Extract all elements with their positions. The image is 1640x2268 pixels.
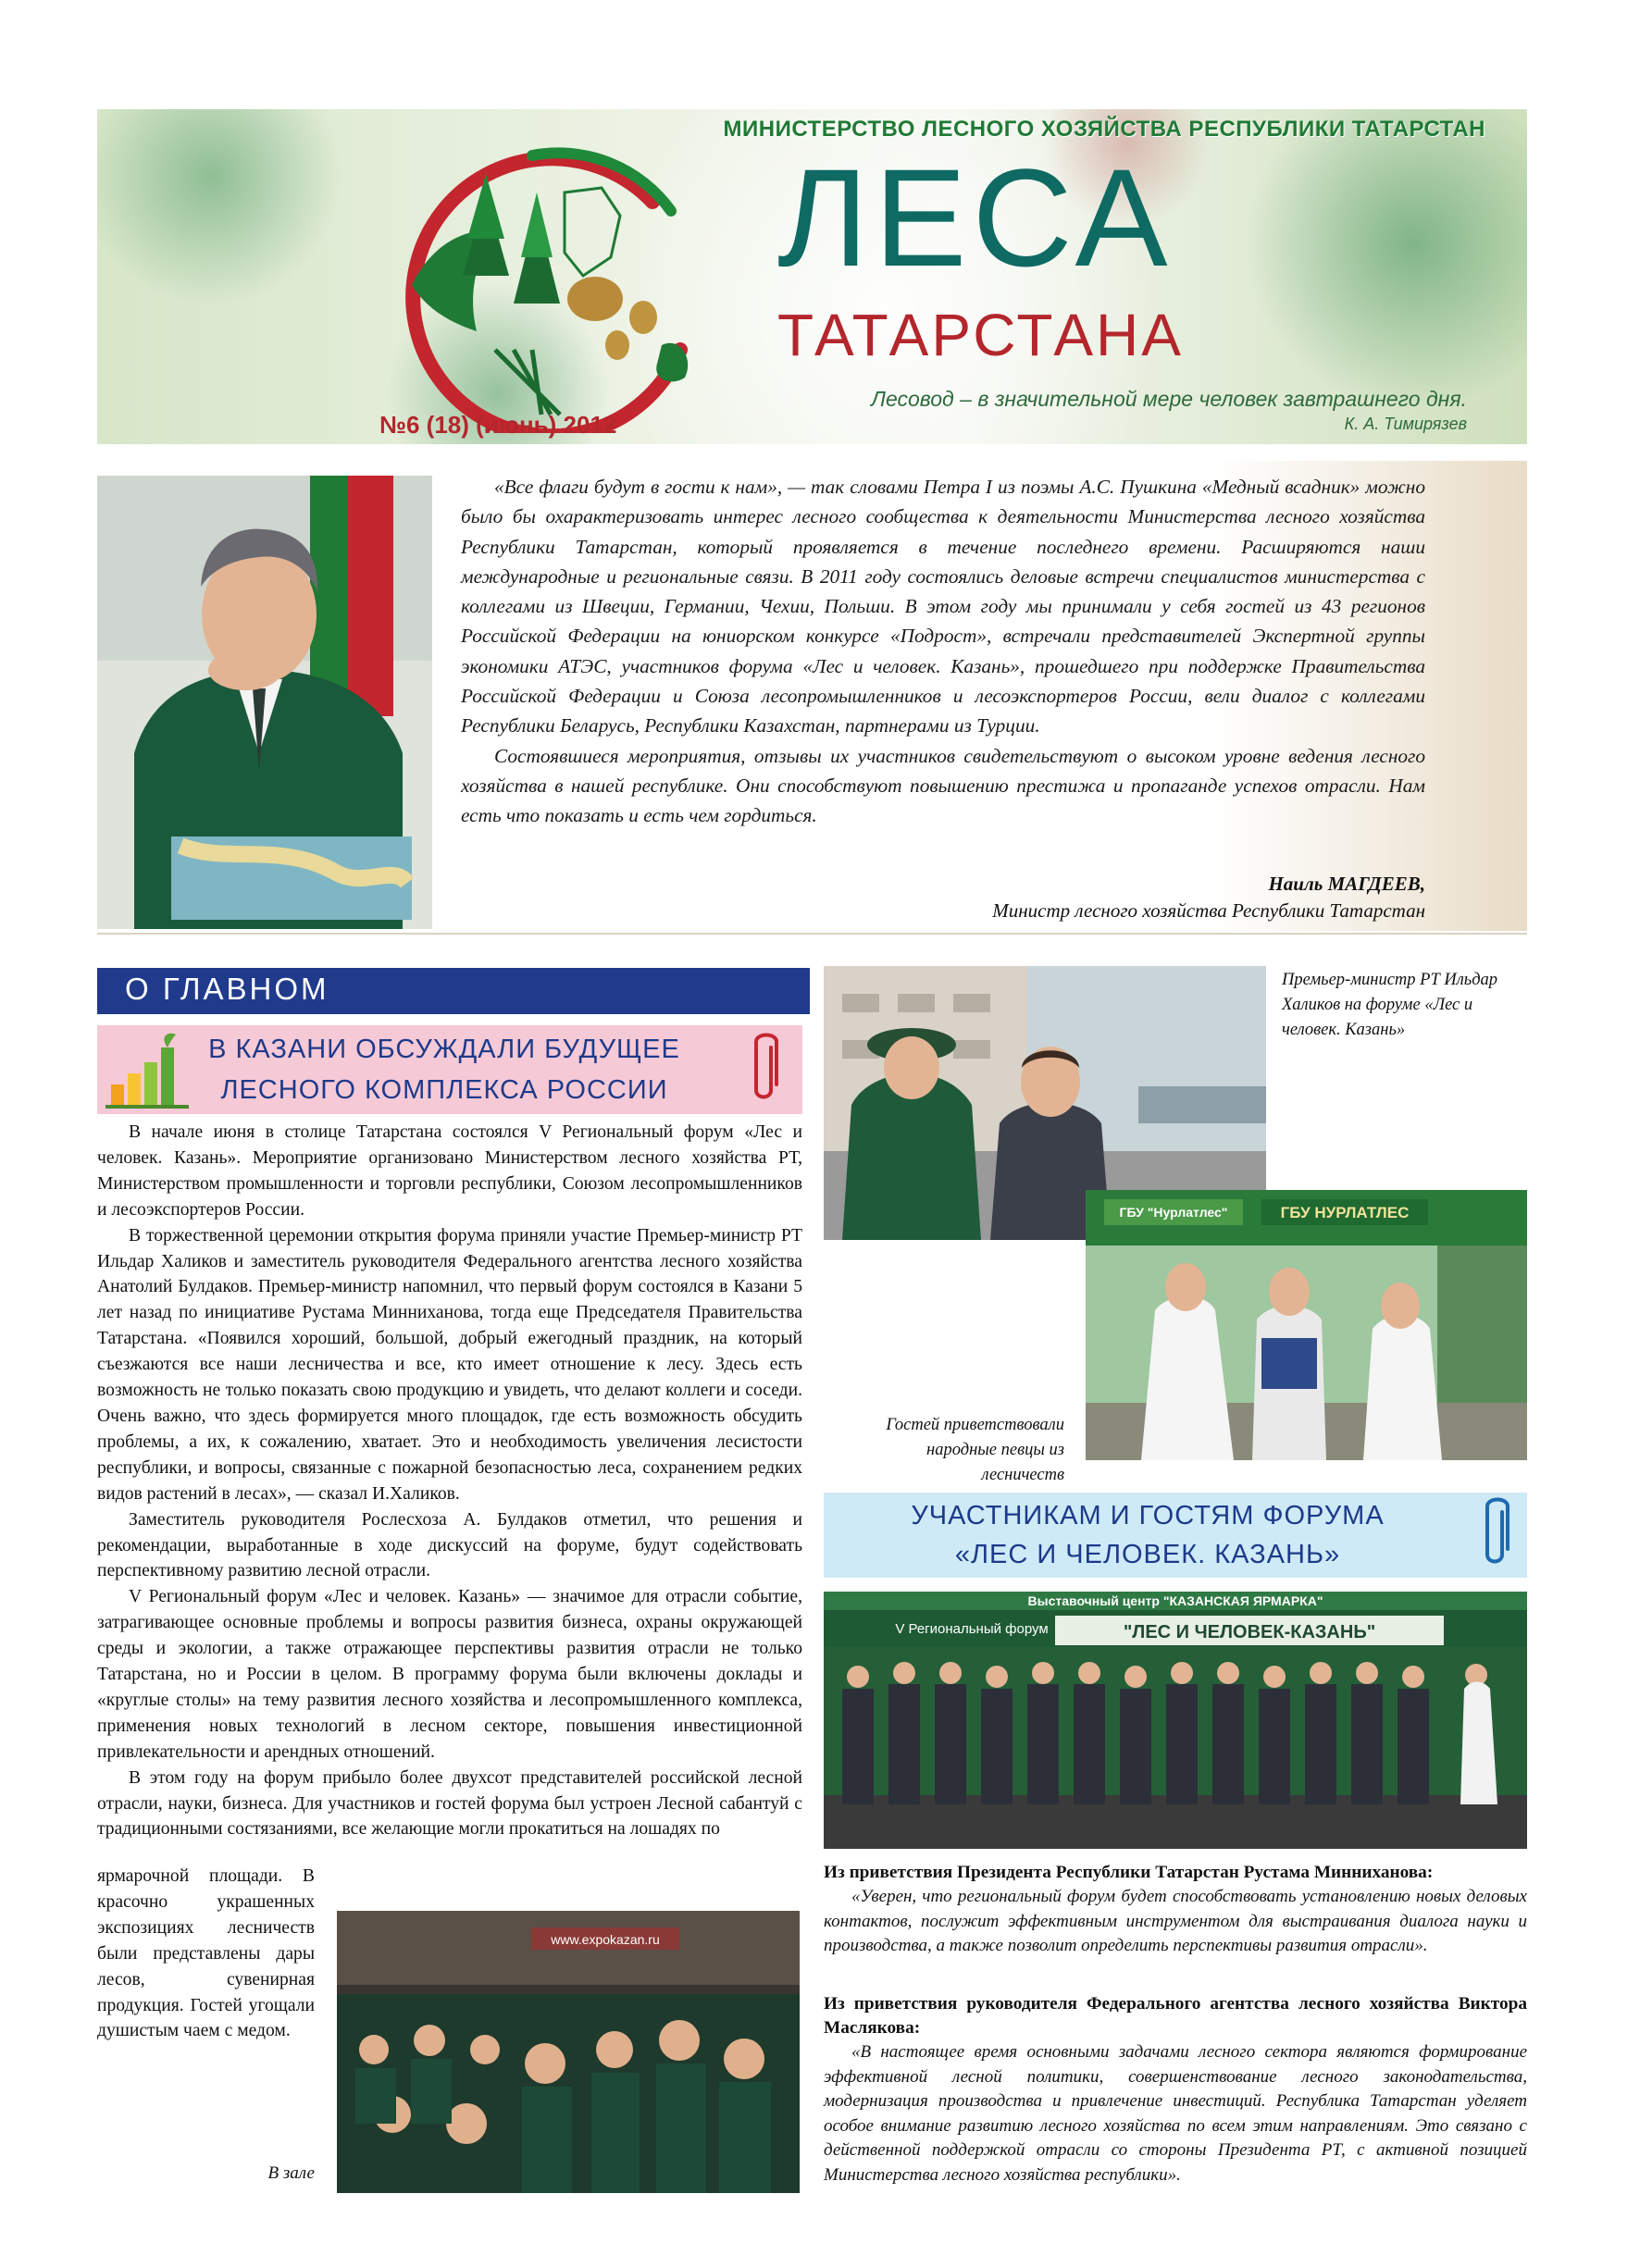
paperclip-icon bbox=[745, 1029, 782, 1107]
divider bbox=[97, 933, 1527, 935]
singers-banner-left: ГБУ "Нурлатлес" bbox=[1119, 1205, 1228, 1220]
article1-body-continued bbox=[97, 1864, 315, 2044]
article2-headline bbox=[833, 1496, 1462, 1574]
editorial-text bbox=[461, 472, 1425, 831]
masthead-title: ЛЕСА bbox=[777, 140, 1174, 295]
folk-singers-photo bbox=[1086, 1190, 1527, 1460]
article1-body bbox=[97, 1120, 802, 1842]
ministry-name: МИНИСТЕРСТВО ЛЕСНОГО ХОЗЯЙСТВА РЕСПУБЛИКИ ТАТАРСТАН bbox=[723, 117, 1485, 142]
growth-chart-icon bbox=[104, 1029, 196, 1110]
article1-headline-line: ЛЕСНОГО КОМПЛЕКСА РОССИИ bbox=[220, 1075, 668, 1105]
masthead bbox=[97, 109, 1527, 444]
greeting2-text: «В настоящее время основными задачами лесного сектора являются формирование эффективной лесной политики, совершенствование лесного законодательства, модернизация производства и привлечение инвестиций. Республика Татарстан уделяет особое внимание развитию лесного хозяйства по всем этим направлениям. Это связано с действенной поддержкой отрасли со стороны Президента РТ, с активной позицией Министерства лесного хозяйства республики». bbox=[824, 2042, 1527, 2185]
forum-group-photo bbox=[824, 1592, 1527, 1849]
article1-headline bbox=[199, 1029, 690, 1110]
paperclip-icon bbox=[1476, 1493, 1513, 1571]
singers-banner-right: ГБУ НУРЛАТЛЕС bbox=[1280, 1204, 1410, 1221]
article1-paragraph: V Региональный форум «Лес и человек. Казань» — значимое для отрасли событие, затрагивающее основные проблемы и вопросы развития бизнеса, охраны окружающей среды и экологии, а также отражающее перспективы развития отрасли не только Татарстана, но и России в целом. В программу форума были включены доклады и «круглые столы» на тему развития лесного хозяйства и лесопромышленного комплекса, применения новых технологий в лесном секторе, повышения инвестиционной привлекательности и арендных отношений. bbox=[97, 1587, 802, 1762]
article2-headline-line: «ЛЕС И ЧЕЛОВЕК. КАЗАНЬ» bbox=[954, 1540, 1341, 1569]
forest-emblem-logo bbox=[375, 137, 708, 433]
signature-name: Наиль МАГДЕЕВ, bbox=[1268, 873, 1425, 895]
motto-author: К. А. Тимирязев bbox=[1344, 415, 1467, 433]
group-banner-left: V Региональный форум bbox=[895, 1621, 1049, 1637]
greeting1-text: «Уверен, что региональный форум будет способствовать установлению новых деловых контактов, послужит эффективным инструментом для выстраивания диалога науки и производства, а также позволит определить перспективы развития отрасли». bbox=[824, 1887, 1527, 1955]
photo-caption-pm: Премьер-министр РТ Ильдар Халиков на форуме «Лес и человек. Казань» bbox=[1282, 971, 1498, 1039]
group-banner-main: "ЛЕС И ЧЕЛОВЕК-КАЗАНЬ" bbox=[1123, 1622, 1376, 1642]
editorial-paragraph: «Все флаги будут в гости к нам», — так словами Петра I из поэмы А.С. Пушкина «Медный всадник» можно было бы охарактеризовать интерес лесного сообщества к деятельности Министерства лесного хозяйства Республики Татарстан, который проявляется в течение последнего времени. Расширяются наши международные и региональные связи. В 2011 году состоялись деловые встречи специалистов министерства с коллегами из Швеции, Германии, Чехии, Польши. В этом году мы принимали у себя гостей из 43 регионов Российской Федерации на юниорском конкурсе «Подрост», встречали представителей Экспертной группы экономики АТЭС, участников форума «Лес и человек. Казань», прошедшего при поддержке Правительства Российской Федерации и Союза лесопромышленников и лесоэкспортеров России, вели диалог с коллегами Республики Беларусь, Республики Казахстан, партнерами из Турции. bbox=[461, 476, 1425, 737]
photo-caption-hall: В зале bbox=[267, 2163, 315, 2183]
group-banner-top: Выставочный центр "КАЗАНСКАЯ ЯРМАРКА" bbox=[1027, 1593, 1323, 1608]
editorial-paragraph: Состоявшиеся мероприятия, отзывы их участников свидетельствуют о высоком уровне ведения лесного хозяйства в нашей республике. Они способствуют повышению престижа и пропаганде успехов отрасли. Нам есть что показать и есть чем гордиться. bbox=[461, 744, 1425, 827]
signature-role: Министр лесного хозяйства Республики Татарстан bbox=[992, 899, 1425, 922]
article1-headline-line: В КАЗАНИ ОБСУЖДАЛИ БУДУЩЕЕ bbox=[208, 1035, 680, 1064]
greeting1-title: Из приветствия Президента Республики Татарстан Рустама Минниханова: bbox=[824, 1863, 1434, 1882]
photo-caption-singers: Гостей приветствовали народные певцы из лесничеств bbox=[886, 1416, 1064, 1484]
masthead-motto: Лесовод – в значительной мере человек завтрашнего дня. bbox=[871, 387, 1467, 411]
article1-paragraph: В торжественной церемонии открытия форума приняли участие Премьер-министр РТ Ильдар Халиков и заместитель руководителя Федерального агентства лесного хозяйства Анатолий Булдаков. Премьер-министр напомнил, что первый форум состоялся в Казани 5 лет назад по инициативе Рустама Минниханова, тогда еще Председателя Правительства Татарстана. «Появился хороший, большой, добрый ежегодный праздник, на который съезжаются все наши лесничества и все, кто имеет отношение к лесу. Здесь есть возможность не только показать свою продукцию и увидеть, что делают коллеги и соседи. Очень важно, что здесь формируется много площадок, где есть возможность обсудить проблемы, а их, к сожалению, хватает. Это и необходимость увеличения лесистости республики, и вопросы, связанные с пожарной безопасностью леса, сохранением редких видов растений в лесах», — сказал И.Халиков. bbox=[97, 1225, 802, 1504]
masthead-subtitle: ТАТАРСТАНА bbox=[777, 302, 1184, 368]
article1-narrow-paragraph: ярмарочной площади. В красочно украшенных экспозициях лесничеств были представлены дары лесов, сувенирная продукция. Гостей угощали душистым чаем с медом. bbox=[97, 1866, 315, 2041]
greeting2-title: Из приветствия руководителя Федерального агентства лесного хозяйства Виктора Маслякова: bbox=[824, 1994, 1527, 2038]
article2-headline-line: УЧАСТНИКАМ И ГОСТЯМ ФОРУМА bbox=[911, 1501, 1385, 1531]
article1-paragraph: В начале июня в столице Татарстана состоялся V Региональный форум «Лес и человек. Казань». Мероприятие организовано Министерством лесного хозяйства РТ, Министерством промышленности и торговли республики, Союзом лесопромышленников и лесоэкспортеров России. bbox=[97, 1122, 802, 1220]
section-title: О ГЛАВНОМ bbox=[125, 972, 329, 1006]
article1-paragraph: Заместитель руководителя Рослесхоза А. Булдаков отметил, что решения и рекомендации, выработанные в ходе дискуссий на форуме, будут содействовать перспективному развитию лесной отрасли. bbox=[97, 1509, 802, 1581]
issue-number: №6 (18) (июнь) 2012 bbox=[379, 411, 617, 439]
article1-paragraph: В этом году на форум прибыло более двухсот представителей российской лесной отрасли, науки, бизнеса. Для участников и гостей форума был устроен Лесной сабантуй с традиционными состязаниями, все желающие могли прокатиться на лошадях по bbox=[97, 1767, 802, 1840]
minister-portrait-photo bbox=[97, 476, 432, 929]
hall-banner-text: www.expokazan.ru bbox=[551, 1932, 660, 1947]
conference-hall-photo bbox=[337, 1911, 800, 2193]
